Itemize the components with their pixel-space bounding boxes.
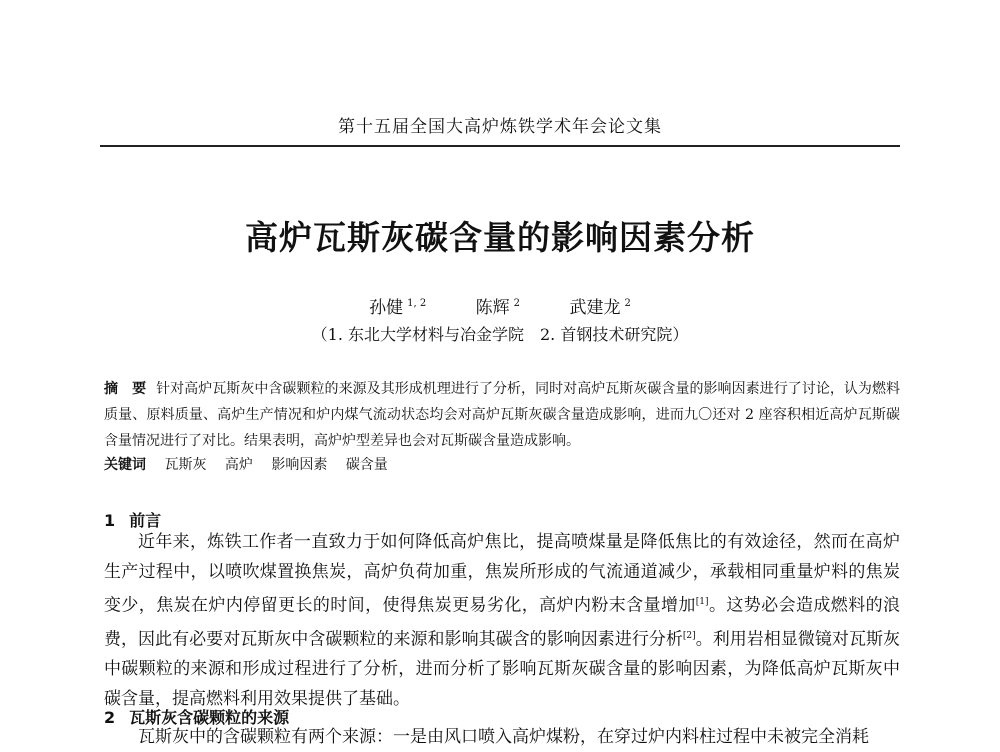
author-affil-mark: 2 [513,298,521,310]
author [476,298,520,318]
paragraph-text: 近年来，炼铁工作者一直致力于如何降低高炉焦比，提高喷煤量是降低焦比的有效途径，然而在高炉生产过程中，以喷吹煤置换焦炭，高炉负荷加重，焦炭所形成的气流通道减少，承载相同重量炉料的焦炭变少，焦炭在炉内停留更长的时间，使得焦炭更易劣化，高炉内粉末含量增加 [104,532,900,616]
author-name: 孙健 [369,298,404,318]
affiliations: （1. 东北大学材料与冶金学院 2. 首钢技术研究院） [311,325,689,344]
paper-title: 高炉瓦斯灰碳含量的影响因素分析 [245,218,755,257]
keywords-label: 关键词 [104,457,146,473]
citation: [1] [695,597,709,607]
section-title: 前言 [129,511,162,530]
keywords [104,454,402,474]
keyword: 碳含量 [345,457,388,473]
running-head: 第十五届全国大高炉炼铁学术年会论文集 [338,117,662,137]
section-paragraph [104,527,900,714]
author-name: 武建龙 [569,298,621,318]
paragraph-text: 。利用岩相显微镜对瓦斯灰中碳颗粒的来源和形成过程进行了分析，进而分析了影响瓦斯灰碳含量的影响因素，为降低高炉瓦斯灰中碳含量，提高燃料利用效果提供了基础。 [104,629,900,710]
author [369,298,426,318]
citation: [2] [682,630,696,641]
abstract-label: 摘 要 [104,381,147,397]
author-name: 陈辉 [475,298,510,318]
section-title: 瓦斯灰含碳颗粒的来源 [129,708,290,727]
section-number: 1 [104,511,116,530]
section-paragraph-partial: 瓦斯灰中的含碳颗粒有两个来源：一是由风口喷入高炉煤粉，在穿过炉内料柱过程中未被完全消耗 [138,727,869,747]
abstract [104,376,900,454]
section-number: 2 [104,708,116,727]
keyword: 瓦斯灰 [164,457,207,473]
author-list [100,293,900,318]
author-affil-mark: 2 [624,298,631,310]
abstract-text: 针对高炉瓦斯灰中含碳颗粒的来源及其形成机理进行了分析，同时对高炉瓦斯灰碳含量的影响因素进行了讨论，认为燃料质量、原料质量、高炉生产情况和炉内煤气流动状态均会对高炉瓦斯灰碳含量造成影响，进而九〇还对 2 座容积相近高炉瓦斯碳含量情况进行了对比。结果表明，高炉炉型差异也会对瓦斯碳含量造成影响。 [104,381,900,449]
header-rule [100,145,900,147]
author-affil-mark: 1, 2 [407,298,427,310]
author [569,298,630,318]
paragraph-text: 。这势必会造成燃料的浪费，因此有必要对瓦斯灰中含碳颗粒的来源和影响其碳含的影响因素进行分析 [104,595,901,650]
keyword: 高炉 [224,457,253,473]
keyword: 影响因素 [271,457,328,473]
